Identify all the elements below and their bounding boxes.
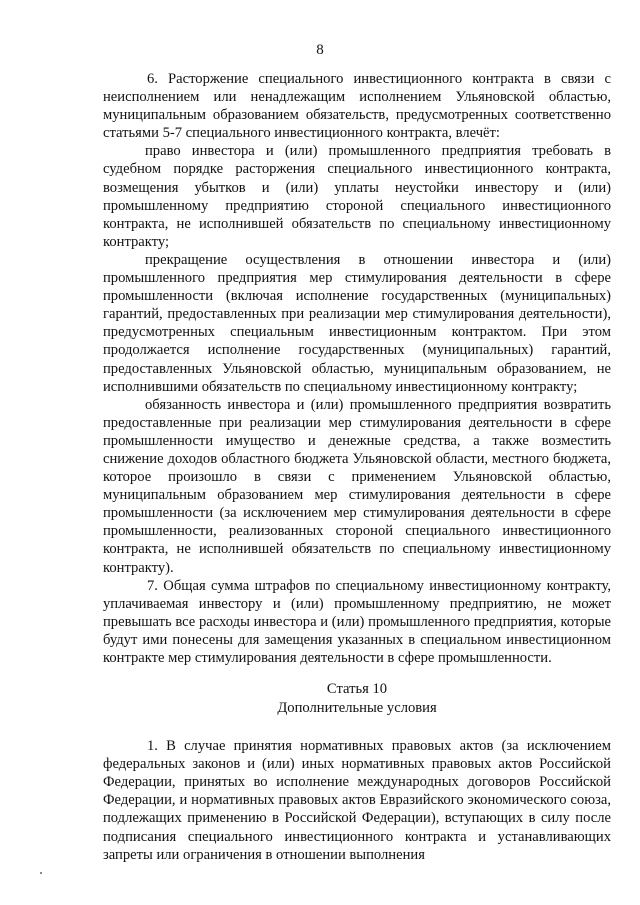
document-body xyxy=(103,70,611,864)
paragraph-clause-1: 1. В случае принятия нормативных правовых актов (за исключением федеральных законов и (или) иных нормативных правовых актов Российской Федерации, принятых во исполнение международных договоров Российской Федерации, и нормативных правовых актов Евразийского экономического союза, подлежащих применению в Российской Федерации), вступающих в силу после подписания специального инвестиционного контракта и устанавливающих запреты или ограничения в отношении выполнения xyxy=(103,738,611,863)
paragraph-consequence-1: право инвестора и (или) промышленного предприятия требовать в судебном порядке расторжения специального инвестиционного контракта, возмещения убытков и (или) уплаты неустойки инвестору и (или) промышленному предприятию стороной специального инвестиционного контракта, не исполнившей обязательств по специальному инвестиционному контракту; xyxy=(103,143,611,250)
article-title: Дополнительные условия xyxy=(277,699,437,716)
article-heading xyxy=(103,680,611,717)
paragraph-clause-6: 6. Расторжение специального инвестиционного контракта в связи с неисполнением или ненадлежащим исполнением Ульяновской областью, муниципальным образованием обязательств, предусмотренных соответственно статьями 5-7 специального инвестиционного контракта, влечёт: xyxy=(103,71,611,142)
paragraph-consequence-3: обязанность инвестора и (или) промышленного предприятия возвратить предоставленные при реализации мер стимулирования деятельности в сфере промышленности имущество и денежные средства, а также возместить снижение доходов областного бюджета Ульяновской области, местного бюджета, которое произошло в связи с применением Ульяновской областью, муниципальным образованием мер стимулирования деятельности в сфере промышленности (за исключением мер стимулирования деятельности в сфере промышленности, реализованных стороной специального инвестиционного контракта, не исполнившей обязательств по специальному инвестиционному контракту). xyxy=(103,396,611,576)
section-spacer xyxy=(103,717,611,737)
page-number: 8 xyxy=(316,42,324,58)
paragraph-consequence-2: прекращение осуществления в отношении инвестора и (или) промышленного предприятия мер стимулирования деятельности в сфере промышленности (включая исполнение государственных (муниципальных) гарантий, предоставленных при реализации мер стимулирования деятельности), предусмотренных специальным инвестиционным контрактом. При этом продолжается исполнение государственных (муниципальных) гарантий, предоставленных Ульяновской областью, муниципальным образованием, не исполнившими обязательств по специальному инвестиционному контракту; xyxy=(103,251,611,395)
paragraph-clause-7: 7. Общая сумма штрафов по специальному инвестиционному контракту, уплачиваемая инвестору и (или) промышленному предприятию, не может превышать все расходы инвестора и (или) промышленного предприятия, которые будут ими понесены для замещения указанных в специальном инвестиционном контракте мер стимулирования деятельности в сфере промышленности. xyxy=(103,577,611,666)
scan-speck xyxy=(40,872,42,874)
article-number: Статья 10 xyxy=(326,681,388,698)
